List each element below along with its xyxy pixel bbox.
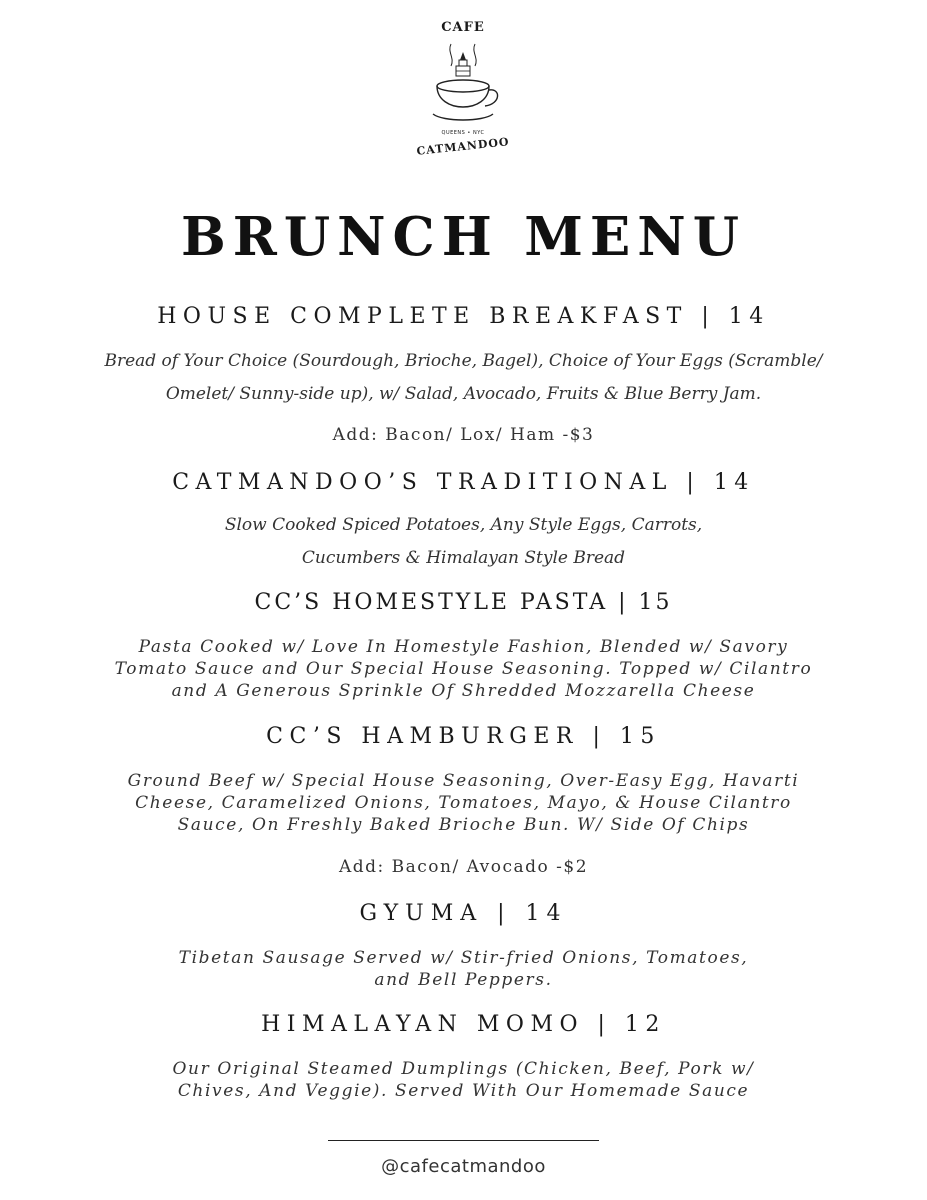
description-line: Pasta Cooked w/ Love In Homestyle Fashion, Blended w/ Savory — [138, 637, 789, 657]
description-line: and Bell Peppers. — [374, 970, 553, 990]
menu-item-title: HIMALAYAN MOMO | 12 — [261, 1012, 666, 1037]
menu-item-description — [60, 345, 867, 411]
menu-item-title: HOUSE COMPLETE BREAKFAST | 14 — [157, 304, 770, 329]
logo-bottom-text: CATMANDOO — [415, 135, 511, 158]
footer-divider — [328, 1140, 599, 1141]
description-line: Sauce, On Freshly Baked Brioche Bun. W/ Side Of Chips — [177, 815, 750, 835]
description-line: Tibetan Sausage Served w/ Stir-fried Onions, Tomatoes, — [178, 948, 749, 968]
menu-item-description — [60, 947, 867, 991]
cafe-logo — [403, 14, 523, 174]
description-line: Cheese, Caramelized Onions, Tomatoes, Mayo, & House Cilantro — [135, 793, 792, 813]
menu-item-title: CATMANDOO’S TRADITIONAL | 14 — [172, 470, 755, 495]
menu-item-description — [60, 509, 867, 575]
menu-item-addon: Add: Bacon/ Lox/ Ham -$3 — [332, 425, 595, 445]
menu-item-title: CC’S HAMBURGER | 15 — [266, 724, 661, 749]
social-handle: @cafecatmandoo — [381, 1156, 546, 1177]
description-line: and A Generous Sprinkle Of Shredded Mozzarella Cheese — [171, 681, 756, 701]
description-line: Tomato Sauce and Our Special House Seasoning. Topped w/ Cilantro — [114, 659, 813, 679]
menu-item-description — [60, 770, 867, 836]
menu-title: BRUNCH MENU — [181, 206, 746, 268]
description-line: Omelet/ Sunny-side up), w/ Salad, Avocado, Fruits & Blue Berry Jam. — [165, 384, 762, 404]
description-line: Ground Beef w/ Special House Seasoning, Over-Easy Egg, Havarti — [127, 771, 800, 791]
description-line: Our Original Steamed Dumplings (Chicken, Beef, Pork w/ — [172, 1059, 755, 1079]
logo-location: QUEENS • NYC — [441, 130, 485, 136]
description-line: Cucumbers & Himalayan Style Bread — [301, 548, 626, 568]
menu-item-description — [60, 1058, 867, 1102]
menu-item-addon: Add: Bacon/ Avocado -$2 — [338, 857, 589, 877]
menu-item-title: CC’S HOMESTYLE PASTA | 15 — [254, 590, 673, 615]
description-line: Bread of Your Choice (Sourdough, Brioche, Bagel), Choice of Your Eggs (Scramble/ — [104, 351, 823, 371]
logo-top-text: CAFE — [441, 20, 485, 35]
menu-item-title: GYUMA | 14 — [359, 901, 568, 926]
menu-item-description — [60, 636, 867, 702]
description-line: Chives, And Veggie). Served With Our Homemade Sauce — [177, 1081, 750, 1101]
description-line: Slow Cooked Spiced Potatoes, Any Style Eggs, Carrots, — [224, 515, 703, 535]
